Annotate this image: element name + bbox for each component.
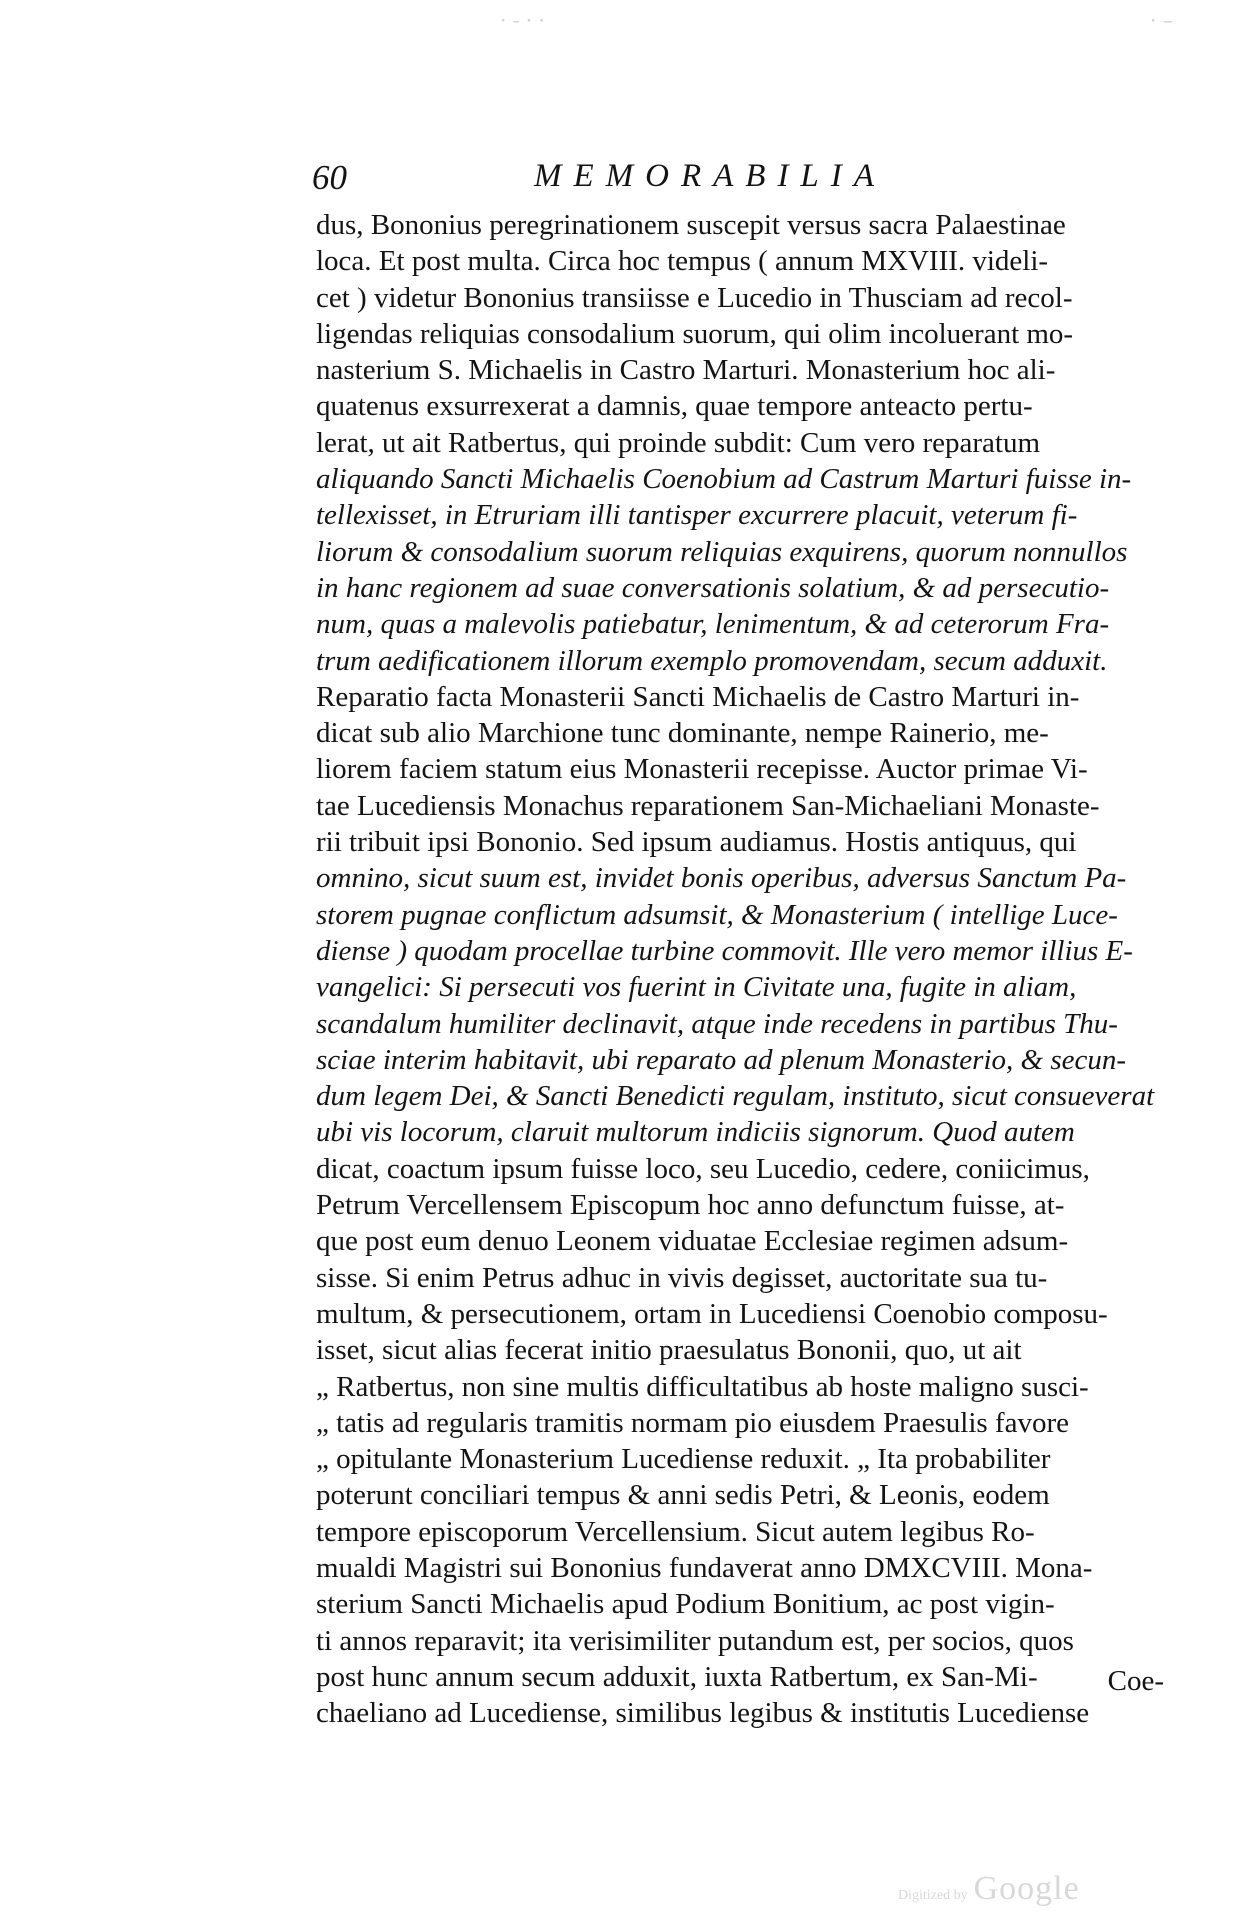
text-line: „ Ratbertus, non sine multis difficultatibus ab hoste maligno susci-: [316, 1370, 1089, 1403]
text-line: ti annos reparavit; ita verisimiliter putandum est, per socios, quos: [316, 1624, 1074, 1657]
text-line: dicat, coactum ipsum fuisse loco, seu Lucedio, cedere, coniicimus,: [316, 1152, 1090, 1185]
text-line: que post eum denuo Leonem viduatae Ecclesiae regimen adsum-: [316, 1225, 1069, 1258]
text-line: dicat sub alio Marchione tunc dominante, nempe Rainerio, me-: [316, 717, 1049, 750]
watermark-prefix: Digitized by: [898, 1888, 968, 1903]
digitization-watermark: [898, 1870, 1080, 1908]
text-line: Petrum Vercellensem Episcopum hoc anno defunctum fuisse, at-: [316, 1189, 1065, 1222]
text-line: isset, sicut alias fecerat initio praesulatus Bononii, quo, ut ait: [316, 1334, 1022, 1367]
text-line: multum, & persecutionem, ortam in Lucediensi Coenobio composu-: [316, 1297, 1108, 1330]
text-line: aliquando Sancti Michaelis Coenobium ad Castrum Marturi fuisse in-: [316, 463, 1132, 496]
catchword: Coe-: [1107, 1665, 1164, 1697]
text-line: lerat, ut ait Ratbertus, qui proinde subdit: Cum vero reparatum: [316, 426, 1041, 459]
text-line: ligendas reliquias consodalium suorum, qui olim incoluerant mo-: [316, 317, 1074, 350]
scan-artifact: · –: [1150, 8, 1173, 32]
text-line: „ opitulante Monasterium Lucediense reduxit. „ Ita probabiliter: [316, 1443, 1051, 1476]
page-number: 60: [312, 158, 347, 197]
text-line: chaeliano ad Lucediense, similibus legibus & institutis Lucediense: [316, 1697, 1090, 1730]
text-line: dum legem Dei, & Sancti Benedicti regulam, instituto, sicut consueverat: [316, 1080, 1155, 1113]
text-line: sciae interim habitavit, ubi reparato ad plenum Monasterio, & secun-: [316, 1043, 1127, 1076]
text-line: ubi vis locorum, claruit multorum indiciis signorum. Quod autem: [316, 1116, 1075, 1149]
text-line: vangelici: Si persecuti vos fuerint in Civitate una, fugite in aliam,: [316, 971, 1077, 1004]
text-line: cet ) videtur Bononius transiisse e Lucedio in Thusciam ad recol-: [316, 281, 1073, 314]
text-line: trum aedificationem illorum exemplo promovendam, secum adduxit.: [316, 644, 1108, 677]
text-line: tempore episcoporum Vercellensium. Sicut autem legibus Ro-: [316, 1515, 1035, 1548]
scan-artifact: · ‑ · ·: [500, 8, 545, 32]
text-line: tellexisset, in Etruriam illi tantisper excurrere placuit, veterum fi-: [316, 499, 1078, 532]
text-line: rii tribuit ipsi Bononio. Sed ipsum audiamus. Hostis antiquus, qui: [316, 826, 1077, 859]
text-line: tae Lucediensis Monachus reparationem San-Michaeliani Monaste-: [316, 789, 1100, 822]
text-line: loca. Et post multa. Circa hoc tempus ( annum MXVIII. videli-: [316, 245, 1049, 278]
text-line: omnino, sicut suum est, invidet bonis operibus, adversus Sanctum Pa-: [316, 862, 1127, 895]
running-head: MEMORABILIA: [534, 158, 886, 194]
text-line: num, quas a malevolis patiebatur, lenimentum, & ad ceterorum Fra-: [316, 608, 1110, 641]
text-line: dus, Bononius peregrinationem suscepit versus sacra Palaestinae: [316, 209, 1066, 241]
text-line: diense ) quodam procellae turbine commovit. Ille vero memor illius E-: [316, 934, 1133, 967]
text-line: liorum & consodalium suorum reliquias exquirens, quorum nonnullos: [316, 535, 1128, 568]
text-line: quatenus exsurrexerat a damnis, quae tempore anteacto pertu-: [316, 390, 1033, 423]
text-line: scandalum humiliter declinavit, atque inde recedens in partibus Thu-: [316, 1007, 1118, 1040]
text-line: „ tatis ad regularis tramitis normam pio eiusdem Praesulis favore: [316, 1406, 1069, 1439]
text-line: nasterium S. Michaelis in Castro Marturi. Monasterium hoc ali-: [316, 354, 1056, 387]
text-line: sisse. Si enim Petrus adhuc in vivis degisset, auctoritate sua tu-: [316, 1261, 1048, 1294]
text-line: storem pugnae conflictum adsumsit, & Monasterium ( intellige Luce-: [316, 898, 1118, 931]
page-header: [312, 158, 932, 198]
text-line: post hunc annum secum adduxit, iuxta Ratbertum, ex San-Mi-: [316, 1660, 1038, 1693]
text-line: in hanc regionem ad suae conversationis solatium, & ad persecutio-: [316, 571, 1110, 604]
text-line: Reparatio facta Monasterii Sancti Michaelis de Castro Marturi in-: [316, 680, 1080, 713]
text-line: poterunt conciliari tempus & anni sedis Petri, & Leonis, eodem: [316, 1479, 1050, 1512]
text-line: liorem faciem statum eius Monasterii recepisse. Auctor primae Vi-: [316, 753, 1088, 786]
body-text: [316, 207, 1162, 1731]
text-line: mualdi Magistri sui Bononius fundaverat anno DMXCVIII. Mona-: [316, 1551, 1093, 1584]
watermark-brand: Google: [973, 1870, 1080, 1907]
text-line: sterium Sancti Michaelis apud Podium Bonitium, ac post vigin-: [316, 1588, 1055, 1621]
